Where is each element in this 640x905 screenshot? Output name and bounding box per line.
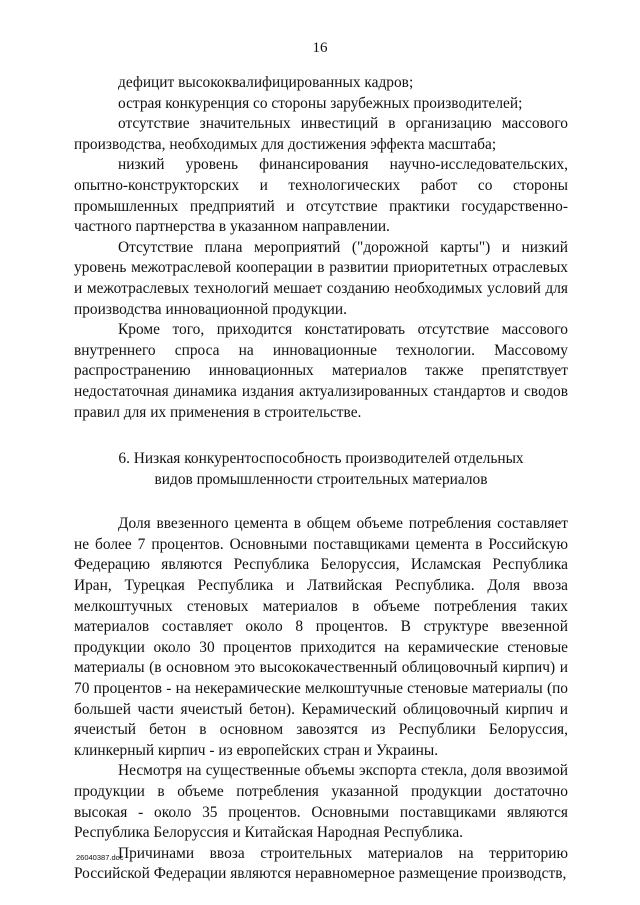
paragraph: Доля ввезенного цемента в общем объеме потребления составляет не более 7 процентов. Основными поставщиками цемента в Российскую Федерацию являются Республика Белоруссия, Исламская Республика Иран, Турецкая Республика и Латвийская Республика. Доля ввоза мелкоштучных стеновых материалов в объеме потребления таких материалов составляет около 8 процентов. В структуре ввезенной продукции около 30 процентов приходится на керамические стеновые материалы (в основном это высококачественный облицовочный кирпич) и 70 процентов - на некерамические мелкоштучные стеновые материалы (по большей части ячеистый бетон). Керамический облицовочный кирпич и ячеистый бетон в основном завозятся из Республики Белоруссия, клинкерный кирпич - из европейских стран и Украины.	[74, 515, 568, 759]
paragraph: Кроме того, приходится констатировать отсутствие массового внутреннего спроса на инновационные технологии. Массовому распространению инновационных материалов также препятствует недостаточная динамика издания актуализированных стандартов и сводов правил для их применения в строительстве.	[74, 321, 568, 421]
paragraph: острая конкуренция со стороны зарубежных производителей;	[118, 94, 523, 112]
paragraph: Отсутствие плана мероприятий ("дорожной карты") и низкий уровень межотраслевой кооперации в развитии приоритетных отраслевых и межотраслевых технологий мешает созданию необходимых условий для производства инновационной продукции.	[74, 238, 568, 318]
footer-filename: 26040387.doc	[76, 853, 124, 862]
paragraph: дефицит высококвалифицированных кадров;	[118, 74, 414, 91]
paragraph: Причинами ввоза строительных материалов на территорию Российской Федерации являются неравномерное размещение производств,	[74, 844, 568, 883]
document-body	[74, 73, 568, 885]
paragraph: Несмотря на существенные объемы экспорта стекла, доля ввозимой продукции в объеме потребления указанной продукции достаточно высокая - около 35 процентов. Основными поставщиками являются Республика Белоруссия и Китайская Народная Республика.	[74, 762, 568, 842]
paragraph: низкий уровень финансирования научно-исследовательских, опытно-конструкторских и технологических работ со стороны промышленных предприятий и отсутствие практики государственно-частного партнерства в указанном направлении.	[74, 156, 568, 236]
paragraph: отсутствие значительных инвестиций в организацию массового производства, необходимых для достижения эффекта масштаба;	[74, 115, 568, 153]
section-heading-line-1: 6. Низкая конкурентоспособность производителей отдельных	[118, 450, 524, 468]
section-heading	[74, 449, 568, 490]
section-heading-line-2: видов промышленности строительных материалов	[154, 470, 488, 488]
page-number: 16	[312, 40, 328, 56]
